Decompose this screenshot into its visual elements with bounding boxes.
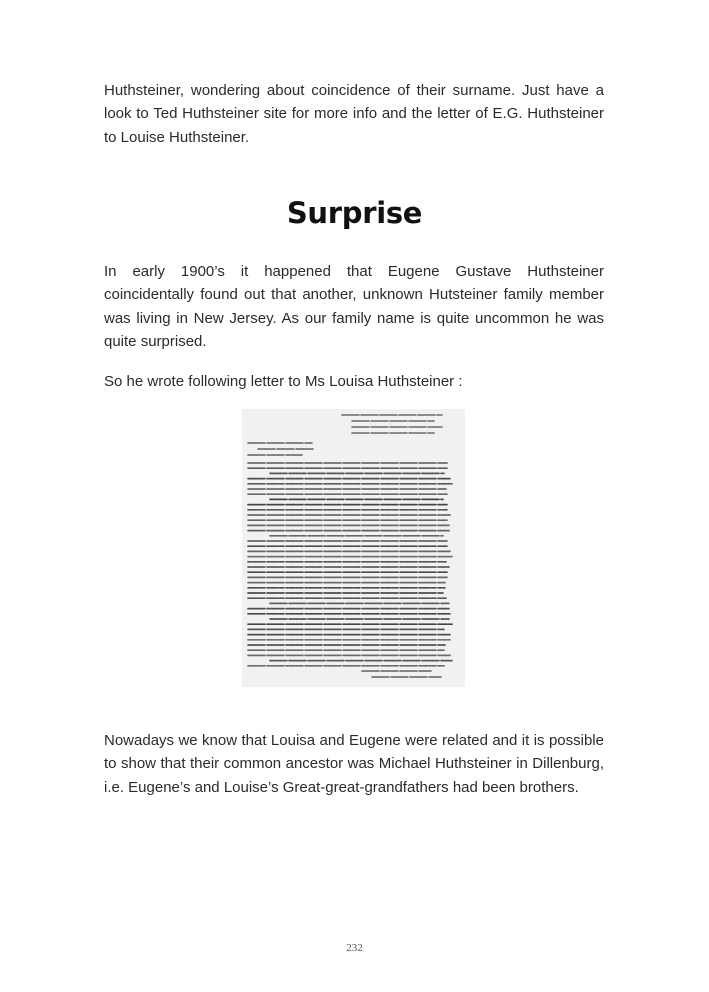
section-heading: Surprise	[286, 196, 423, 230]
paragraph-letter-intro: So he wrote following letter to Ms Louisa Huthsteiner :	[104, 373, 463, 390]
paragraph-relationship: Nowadays we know that Louisa and Eugene were related and it is possible to show that their common ancestor was Michael Huthsteiner in Dillenburg, i.e. Eugene’s and Louise’s Great-great-grandfathers had been brothers.	[104, 732, 604, 796]
scanned-letter-image	[242, 409, 465, 687]
page-number: 232	[346, 942, 363, 954]
intro-paragraph: Huthsteiner, wondering about coincidence of their surname. Just have a look to Ted Huthsteiner site for more info and the letter of E.G. Huthsteiner to Louise Huthsteiner.	[104, 82, 604, 146]
paragraph-eugene-discovery: In early 1900’s it happened that Eugene Gustave Huthsteiner coincidentally found out that another, unknown Hutsteiner family member was living in New Jersey. As our family name is quite uncommon he was quite surprised.	[104, 263, 604, 350]
